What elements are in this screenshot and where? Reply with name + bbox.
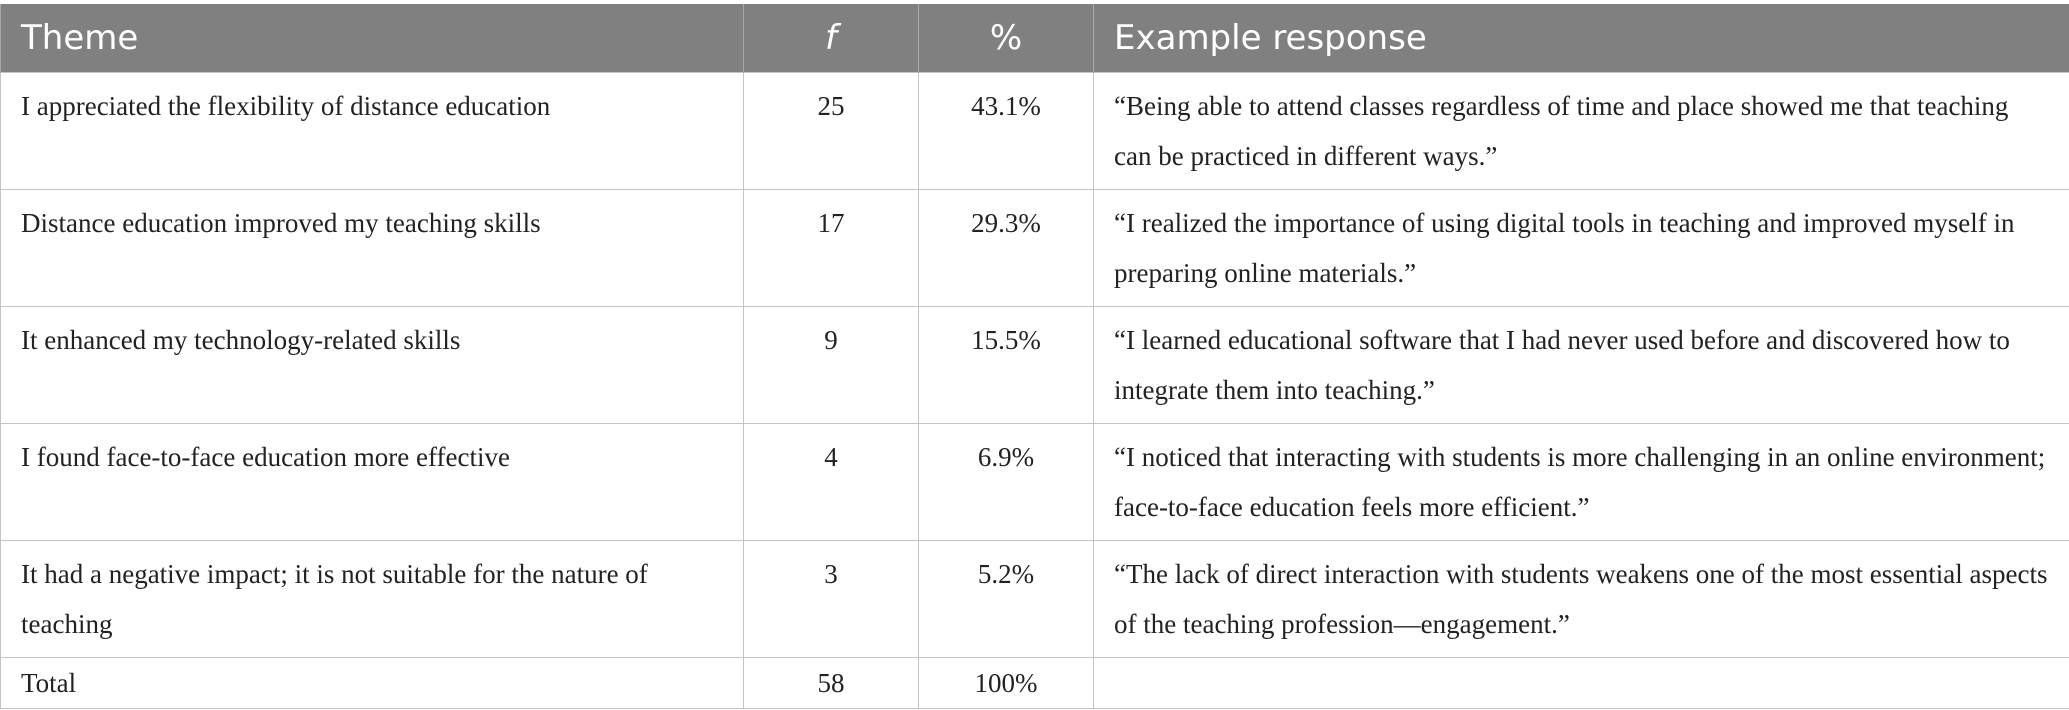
table-row bbox=[1, 307, 2069, 424]
theme-cell: It had a negative impact; it is not suitable for the nature of teaching bbox=[1, 541, 744, 658]
theme-cell: I found face-to-face education more effective bbox=[1, 424, 744, 541]
example-response-cell: “I learned educational software that I had never used before and discovered how to integrate them into teaching.” bbox=[1094, 307, 2069, 424]
percent-cell: 29.3% bbox=[919, 190, 1094, 307]
total-row bbox=[1, 658, 2069, 709]
table-body bbox=[1, 73, 2069, 709]
theme-cell: Distance education improved my teaching skills bbox=[1, 190, 744, 307]
theme-frequency-table-container bbox=[0, 4, 2069, 709]
percent-cell: 6.9% bbox=[919, 424, 1094, 541]
example-response-cell: “I noticed that interacting with students is more challenging in an online environment; face-to-face education feels more efficient.” bbox=[1094, 424, 2069, 541]
header-example-response: Example response bbox=[1094, 4, 2069, 73]
table-row bbox=[1, 190, 2069, 307]
example-response-cell: “Being able to attend classes regardless of time and place showed me that teaching can be practiced in different ways.” bbox=[1094, 73, 2069, 190]
percent-cell: 5.2% bbox=[919, 541, 1094, 658]
header-percent: % bbox=[919, 4, 1094, 73]
table-row bbox=[1, 541, 2069, 658]
theme-frequency-table bbox=[0, 4, 2069, 709]
frequency-cell: 9 bbox=[744, 307, 919, 424]
frequency-cell: 4 bbox=[744, 424, 919, 541]
table-row bbox=[1, 73, 2069, 190]
example-response-cell: “The lack of direct interaction with students weakens one of the most essential aspects of the teaching profession—engagement.” bbox=[1094, 541, 2069, 658]
percent-cell: 43.1% bbox=[919, 73, 1094, 190]
percent-cell: 15.5% bbox=[919, 307, 1094, 424]
theme-cell: I appreciated the flexibility of distance education bbox=[1, 73, 744, 190]
header-theme: Theme bbox=[1, 4, 744, 73]
header-frequency: f bbox=[744, 4, 919, 73]
table-row bbox=[1, 424, 2069, 541]
total-label-cell: Total bbox=[1, 658, 744, 709]
total-frequency-cell: 58 bbox=[744, 658, 919, 709]
total-percent-cell: 100% bbox=[919, 658, 1094, 709]
table-header bbox=[1, 4, 2069, 73]
theme-cell: It enhanced my technology-related skills bbox=[1, 307, 744, 424]
frequency-cell: 25 bbox=[744, 73, 919, 190]
frequency-cell: 3 bbox=[744, 541, 919, 658]
header-row bbox=[1, 4, 2069, 73]
total-example-cell bbox=[1094, 658, 2069, 709]
example-response-cell: “I realized the importance of using digital tools in teaching and improved myself in preparing online materials.” bbox=[1094, 190, 2069, 307]
frequency-cell: 17 bbox=[744, 190, 919, 307]
